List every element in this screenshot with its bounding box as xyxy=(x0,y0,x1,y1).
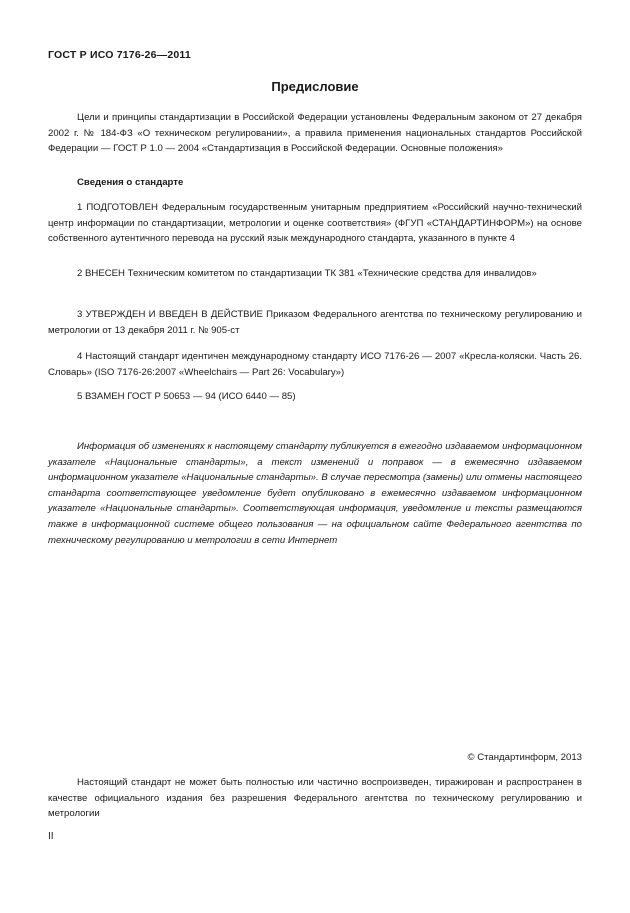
standard-info-item-2: 2 ВНЕСЕН Техническим комитетом по стандартизации ТК 381 «Технические средства для инвалидов» xyxy=(77,268,537,279)
copyright: © Стандартинформ, 2013 xyxy=(467,752,582,763)
preface-title: Предисловие xyxy=(271,79,359,94)
standard-info-item-1: 1 ПОДГОТОВЛЕН Федеральным государственным унитарным предприятием «Российский научно-технический центр информации по стандартизации, метрологии и оценке соответствия» (ФГУП «СТАНДАРТИНФОРМ») на основе собственного аутентичного перевода на русский язык международного стандарта, указанного в пункте 4 xyxy=(48,202,582,245)
changes-notice: Информация об изменениях к настоящему стандарту публикуется в ежегодно издаваемом информационном указателе «Национальные стандарты», а текст изменений и поправок — в ежемесячно издаваемом информационном указателе «Национальные стандарты». В случае пересмотра (замены) или отмены настоящего стандарта соответствующее уведомление будет опубликовано в ежемесячно издаваемом информационном указателе «Национальные стандарты». Соответствующая информация, уведомление и тексты размещаются также в информационной системе общего пользования — на официальном сайте Федерального агентства по техническому регулированию и метрологии в сети Интернет xyxy=(48,441,582,546)
reproduction-notice: Настоящий стандарт не может быть полностью или частично воспроизведен, тиражирован и распространен в качестве официального издания без разрешения Федерального агентства по техническому регулированию и метрологии xyxy=(48,777,582,820)
standard-info-item-3: 3 УТВЕРЖДЕН И ВВЕДЕН В ДЕЙСТВИЕ Приказом Федерального агентства по техническому регулированию и метрологии от 13 декабря 2011 г. № 905-ст xyxy=(48,309,582,336)
preface-intro: Цели и принципы стандартизации в Российской Федерации установлены Федеральным законом от 27 декабря 2002 г. № 184-ФЗ «О техническом регулировании», а правила применения национальных стандартов Российской Федерации — ГОСТ Р 1.0 — 2004 «Стандартизация в Российской Федерации. Основные положения» xyxy=(48,112,582,155)
standard-info-heading: Сведения о стандарте xyxy=(77,177,184,188)
standard-info-item-5: 5 ВЗАМЕН ГОСТ Р 50653 — 94 (ИСО 6440 — 85) xyxy=(77,391,296,402)
document-code: ГОСТ Р ИСО 7176-26—2011 xyxy=(48,49,191,61)
page-number: II xyxy=(48,831,54,842)
standard-info-item-4: 4 Настоящий стандарт идентичен международному стандарту ИСО 7176-26 — 2007 «Кресла-коляски. Часть 26. Словарь» (ISO 7176-26:2007 «Wheelchairs — Part 26: Vocabulary») xyxy=(48,351,582,378)
